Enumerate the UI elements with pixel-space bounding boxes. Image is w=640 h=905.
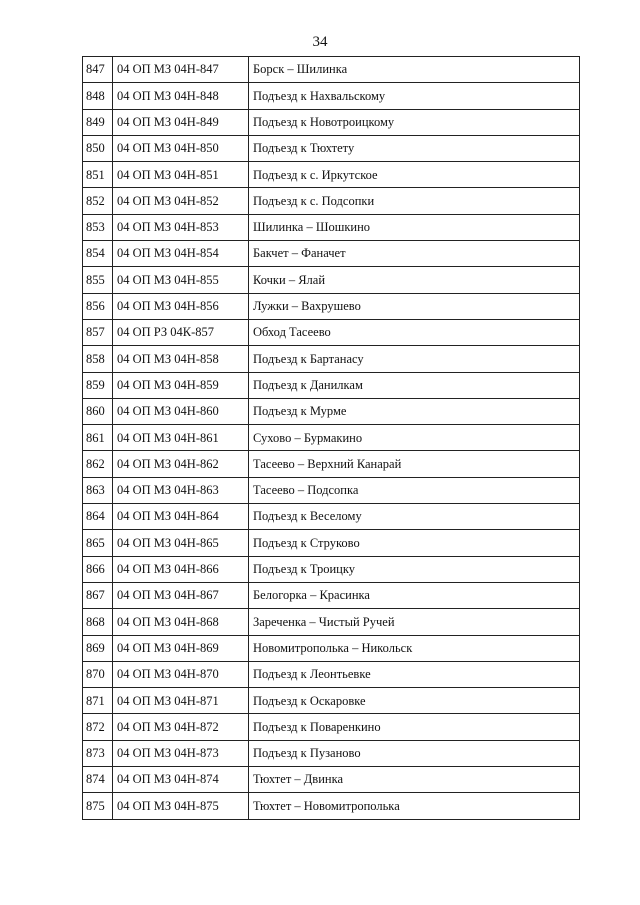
road-name-cell: Кочки – Ялай (249, 267, 580, 293)
road-code-cell: 04 ОП РЗ 04К-857 (113, 319, 249, 345)
row-number-cell: 862 (83, 451, 113, 477)
row-number-cell: 852 (83, 188, 113, 214)
road-code-cell: 04 ОП МЗ 04Н-868 (113, 609, 249, 635)
road-code-cell: 04 ОП МЗ 04Н-855 (113, 267, 249, 293)
table-row (83, 530, 580, 556)
road-code-cell: 04 ОП МЗ 04Н-852 (113, 188, 249, 214)
row-number-cell: 853 (83, 214, 113, 240)
road-code-cell: 04 ОП МЗ 04Н-874 (113, 767, 249, 793)
row-number-cell: 854 (83, 241, 113, 267)
road-name-cell: Подъезд к Тюхтету (249, 135, 580, 161)
road-name-cell: Подъезд к Пузаново (249, 740, 580, 766)
table-row (83, 346, 580, 372)
road-code-cell: 04 ОП МЗ 04Н-858 (113, 346, 249, 372)
road-name-cell: Подъезд к Бартанасу (249, 346, 580, 372)
road-name-cell: Бакчет – Фаначет (249, 241, 580, 267)
row-number-cell: 861 (83, 425, 113, 451)
row-number-cell: 857 (83, 319, 113, 345)
road-name-cell: Подъезд к Поваренкино (249, 714, 580, 740)
table-row (83, 714, 580, 740)
row-number-cell: 871 (83, 688, 113, 714)
road-code-cell: 04 ОП МЗ 04Н-870 (113, 661, 249, 687)
road-code-cell: 04 ОП МЗ 04Н-853 (113, 214, 249, 240)
table-row (83, 109, 580, 135)
table-row (83, 83, 580, 109)
road-code-cell: 04 ОП МЗ 04Н-854 (113, 241, 249, 267)
table-row (83, 688, 580, 714)
row-number-cell: 866 (83, 556, 113, 582)
road-name-cell: Тюхтет – Двинка (249, 767, 580, 793)
row-number-cell: 863 (83, 477, 113, 503)
row-number-cell: 860 (83, 398, 113, 424)
table-row (83, 635, 580, 661)
road-code-cell: 04 ОП МЗ 04Н-875 (113, 793, 249, 819)
road-code-cell: 04 ОП МЗ 04Н-849 (113, 109, 249, 135)
road-code-cell: 04 ОП МЗ 04Н-861 (113, 425, 249, 451)
road-name-cell: Подъезд к Мурме (249, 398, 580, 424)
table-row (83, 293, 580, 319)
row-number-cell: 872 (83, 714, 113, 740)
table-row (83, 319, 580, 345)
row-number-cell: 859 (83, 372, 113, 398)
row-number-cell: 868 (83, 609, 113, 635)
road-name-cell: Подъезд к Данилкам (249, 372, 580, 398)
table-row (83, 582, 580, 608)
table-row (83, 661, 580, 687)
road-code-cell: 04 ОП МЗ 04Н-859 (113, 372, 249, 398)
row-number-cell: 874 (83, 767, 113, 793)
road-name-cell: Подъезд к Леонтьевке (249, 661, 580, 687)
road-code-cell: 04 ОП МЗ 04Н-869 (113, 635, 249, 661)
road-name-cell: Сухово – Бурмакино (249, 425, 580, 451)
road-name-cell: Борск – Шилинка (249, 57, 580, 83)
road-name-cell: Подъезд к Струково (249, 530, 580, 556)
row-number-cell: 847 (83, 57, 113, 83)
road-code-cell: 04 ОП МЗ 04Н-871 (113, 688, 249, 714)
road-code-cell: 04 ОП МЗ 04Н-863 (113, 477, 249, 503)
table-row (83, 504, 580, 530)
table-row (83, 556, 580, 582)
table-row (83, 767, 580, 793)
table-row (83, 740, 580, 766)
road-name-cell: Тасеево – Верхний Канарай (249, 451, 580, 477)
row-number-cell: 848 (83, 83, 113, 109)
table-row (83, 451, 580, 477)
road-code-cell: 04 ОП МЗ 04Н-873 (113, 740, 249, 766)
row-number-cell: 858 (83, 346, 113, 372)
table-row (83, 609, 580, 635)
road-code-cell: 04 ОП МЗ 04Н-865 (113, 530, 249, 556)
road-name-cell: Подъезд к с. Иркутское (249, 162, 580, 188)
road-name-cell: Зареченка – Чистый Ручей (249, 609, 580, 635)
road-name-cell: Подъезд к Веселому (249, 504, 580, 530)
table-row (83, 398, 580, 424)
row-number-cell: 867 (83, 582, 113, 608)
road-name-cell: Подъезд к Оскаровке (249, 688, 580, 714)
page-number: 34 (312, 34, 328, 50)
row-number-cell: 865 (83, 530, 113, 556)
table-row (83, 135, 580, 161)
row-number-cell: 873 (83, 740, 113, 766)
road-name-cell: Тюхтет – Новомитрополька (249, 793, 580, 819)
road-name-cell: Подъезд к Троицку (249, 556, 580, 582)
table-row (83, 267, 580, 293)
road-code-cell: 04 ОП МЗ 04Н-860 (113, 398, 249, 424)
row-number-cell: 864 (83, 504, 113, 530)
table-row (83, 241, 580, 267)
table-row (83, 477, 580, 503)
road-code-cell: 04 ОП МЗ 04Н-847 (113, 57, 249, 83)
road-code-cell: 04 ОП МЗ 04Н-866 (113, 556, 249, 582)
row-number-cell: 856 (83, 293, 113, 319)
table-row (83, 425, 580, 451)
road-code-cell: 04 ОП МЗ 04Н-848 (113, 83, 249, 109)
row-number-cell: 851 (83, 162, 113, 188)
table-row (83, 793, 580, 819)
road-name-cell: Подъезд к Новотроицкому (249, 109, 580, 135)
road-name-cell: Белогорка – Красинка (249, 582, 580, 608)
road-code-cell: 04 ОП МЗ 04Н-867 (113, 582, 249, 608)
row-number-cell: 850 (83, 135, 113, 161)
row-number-cell: 869 (83, 635, 113, 661)
table-row (83, 188, 580, 214)
row-number-cell: 870 (83, 661, 113, 687)
table-row (83, 214, 580, 240)
row-number-cell: 855 (83, 267, 113, 293)
road-name-cell: Лужки – Вахрушево (249, 293, 580, 319)
row-number-cell: 875 (83, 793, 113, 819)
table-row (83, 372, 580, 398)
table-row (83, 162, 580, 188)
roads-table (82, 56, 580, 820)
road-code-cell: 04 ОП МЗ 04Н-850 (113, 135, 249, 161)
road-name-cell: Подъезд к Нахвальскому (249, 83, 580, 109)
road-code-cell: 04 ОП МЗ 04Н-851 (113, 162, 249, 188)
row-number-cell: 849 (83, 109, 113, 135)
road-name-cell: Шилинка – Шошкино (249, 214, 580, 240)
road-name-cell: Обход Тасеево (249, 319, 580, 345)
road-name-cell: Новомитрополька – Никольск (249, 635, 580, 661)
roads-table-body (83, 57, 580, 820)
road-code-cell: 04 ОП МЗ 04Н-856 (113, 293, 249, 319)
road-name-cell: Тасеево – Подсопка (249, 477, 580, 503)
table-row (83, 57, 580, 83)
road-name-cell: Подъезд к с. Подсопки (249, 188, 580, 214)
road-code-cell: 04 ОП МЗ 04Н-862 (113, 451, 249, 477)
road-code-cell: 04 ОП МЗ 04Н-872 (113, 714, 249, 740)
road-code-cell: 04 ОП МЗ 04Н-864 (113, 504, 249, 530)
